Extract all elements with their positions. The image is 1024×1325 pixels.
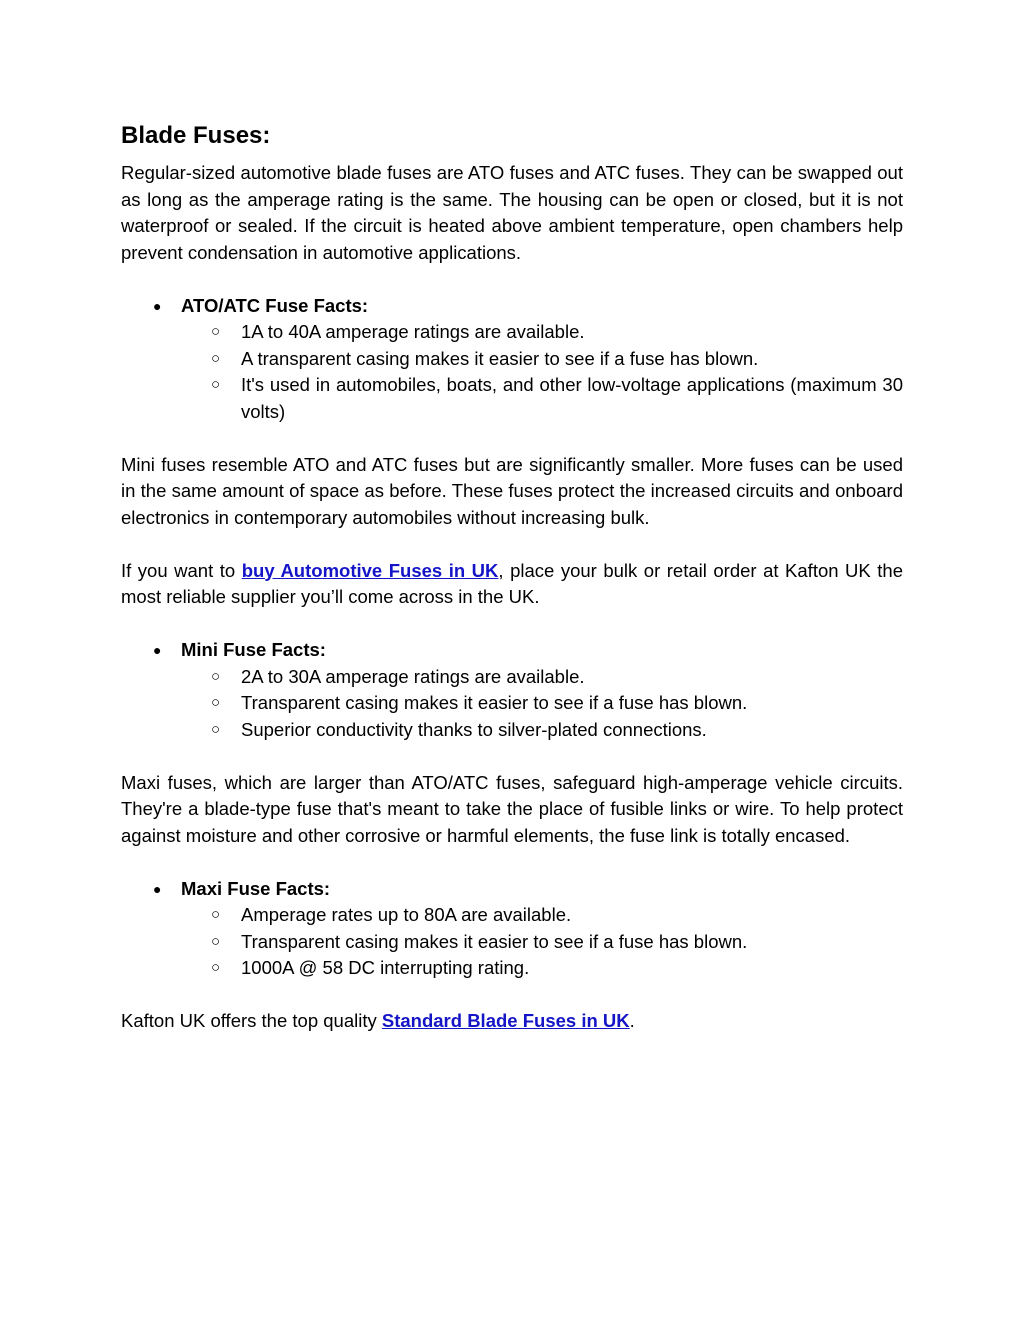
maxi-facts-heading: Maxi Fuse Facts:: [181, 877, 331, 899]
list-item: [181, 717, 903, 744]
circle-bullet-icon: ○: [211, 720, 221, 738]
circle-bullet-icon: ○: [211, 667, 221, 685]
spacer: [121, 531, 903, 558]
ato-facts-item: [121, 293, 903, 426]
list-item-text: 2A to 30A amperage ratings are available.: [241, 665, 585, 687]
standard-blade-fuses-link[interactable]: Standard Blade Fuses in UK: [381, 1010, 630, 1031]
list-item: [181, 902, 903, 929]
closing-text-after: .: [629, 1010, 635, 1031]
circle-bullet-icon: ○: [211, 323, 221, 340]
ato-facts-list: [121, 293, 903, 426]
circle-bullet-icon: ○: [211, 932, 221, 950]
circle-bullet-icon: ○: [211, 349, 221, 367]
list-item-text: A transparent casing makes it easier to see if a fuse has blown.: [241, 347, 759, 369]
list-item: [181, 372, 903, 425]
bullet-icon: ●: [153, 880, 162, 897]
circle-bullet-icon: ○: [211, 694, 221, 711]
bullet-icon: ●: [153, 642, 162, 658]
closing-text-before: Kafton UK offers the top quality: [121, 1010, 382, 1031]
list-item: [181, 319, 903, 346]
bullet-icon: ●: [153, 297, 162, 314]
buy-automotive-fuses-link[interactable]: buy Automotive Fuses in UK: [241, 559, 499, 581]
circle-bullet-icon: ○: [211, 376, 221, 393]
closing-paragraph: [121, 1008, 903, 1035]
circle-bullet-icon: ○: [211, 959, 221, 976]
mini-facts-list: [121, 637, 903, 743]
list-item-text: 1000A @ 58 DC interrupting rating.: [241, 957, 530, 978]
list-item: [181, 664, 903, 691]
spacer: [121, 849, 903, 876]
maxi-facts-sublist: [181, 902, 903, 982]
list-item-text: Transparent casing makes it easier to see if a fuse has blown.: [241, 930, 748, 952]
circle-bullet-icon: ○: [211, 906, 221, 923]
list-item-text: It's used in automobiles, boats, and other low-voltage applications (maximum 30 volts): [241, 374, 903, 422]
mini-facts-sublist: [181, 664, 903, 744]
spacer: [121, 425, 903, 452]
spacer: [121, 982, 903, 1009]
list-item: [181, 929, 903, 956]
ato-facts-heading: ATO/ATC Fuse Facts:: [181, 294, 369, 316]
buy-paragraph: [121, 558, 903, 611]
list-item-text: 1A to 40A amperage ratings are available.: [241, 321, 585, 342]
mini-facts-heading: Mini Fuse Facts:: [181, 639, 326, 660]
mini-facts-item: [121, 637, 903, 743]
document-page: [121, 118, 903, 1035]
intro-paragraph: Regular-sized automotive blade fuses are ATO fuses and ATC fuses. They can be swapped out as long as the amperage rating is the same. The housing can be open or closed, but it is not waterproof or sealed. If the circuit is heated above ambient temperature, open chambers help prevent condensation in automotive applications.: [121, 162, 903, 263]
buy-text-after: , place your bulk or retail order at Kafton UK the most reliable supplier you’ll come across in the UK.: [121, 559, 903, 607]
maxi-facts-item: [121, 876, 903, 982]
list-item-text: Amperage rates up to 80A are available.: [241, 904, 572, 925]
list-item-text: Transparent casing makes it easier to see if a fuse has blown.: [241, 692, 748, 713]
list-item: [181, 955, 903, 982]
page-title: Blade Fuses:: [121, 122, 271, 149]
spacer: [121, 743, 903, 770]
buy-text-before: If you want to: [121, 559, 242, 581]
list-item: [181, 690, 903, 717]
spacer: [121, 266, 903, 293]
list-item: [181, 346, 903, 373]
ato-facts-sublist: [181, 319, 903, 425]
mini-intro-paragraph: Mini fuses resemble ATO and ATC fuses but are significantly smaller. More fuses can be used in the same amount of space as before. These fuses protect the increased circuits and onboard electronics in contemporary automobiles without increasing bulk.: [121, 453, 903, 528]
maxi-intro-paragraph: Maxi fuses, which are larger than ATO/ATC fuses, safeguard high-amperage vehicle circuits. They're a blade-type fuse that's meant to take the place of fusible links or wire. To help protect against moisture and other corrosive or harmful elements, the fuse link is totally encased.: [121, 771, 903, 846]
spacer: [121, 611, 903, 638]
maxi-facts-list: [121, 876, 903, 982]
list-item-text: Superior conductivity thanks to silver-plated connections.: [241, 718, 707, 740]
